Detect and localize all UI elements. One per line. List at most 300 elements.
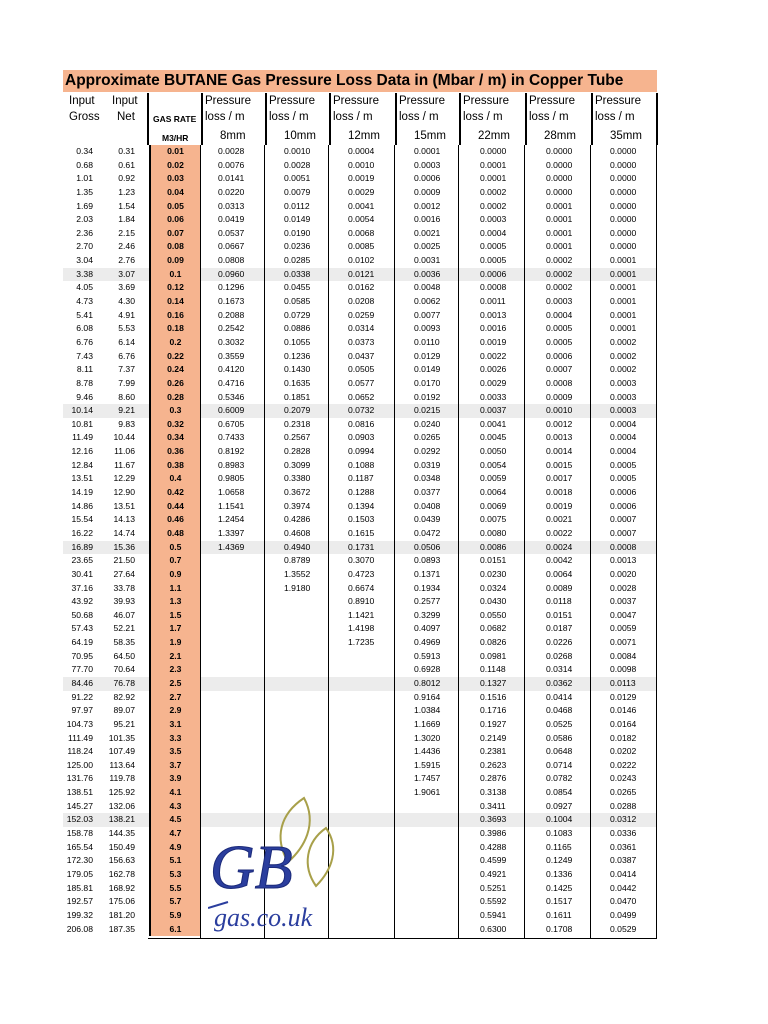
header-divider bbox=[525, 93, 527, 145]
table-row bbox=[63, 541, 657, 555]
cell-15mm: 1.9061 bbox=[414, 787, 441, 798]
cell-15mm: 0.0472 bbox=[414, 527, 441, 538]
cell-35mm: 0.0008 bbox=[610, 541, 637, 552]
cell-12mm: 0.4723 bbox=[348, 568, 375, 579]
cell-28mm: 0.0014 bbox=[546, 446, 573, 457]
cell-15mm: 0.4097 bbox=[414, 623, 441, 634]
cell-gas-rate: 0.5 bbox=[149, 541, 200, 555]
cell-input-net: 9.21 bbox=[118, 405, 135, 416]
cell-input-gross: 23.65 bbox=[71, 555, 93, 566]
cell-10mm: 0.2567 bbox=[284, 432, 311, 443]
cell-gas-rate: 3.1 bbox=[149, 718, 200, 732]
cell-35mm: 0.0005 bbox=[610, 473, 637, 484]
cell-22mm: 0.0013 bbox=[480, 309, 507, 320]
cell-35mm: 0.0059 bbox=[610, 623, 637, 634]
table-row bbox=[63, 459, 657, 473]
cell-28mm: 0.0001 bbox=[546, 200, 573, 211]
cell-22mm: 0.0430 bbox=[480, 596, 507, 607]
cell-28mm: 0.0004 bbox=[546, 309, 573, 320]
table-row bbox=[63, 582, 657, 596]
cell-28mm: 0.0022 bbox=[546, 527, 573, 538]
cell-input-net: 162.78 bbox=[108, 868, 135, 879]
cell-12mm: 0.0068 bbox=[348, 227, 375, 238]
header-pressure: Pressure bbox=[269, 95, 316, 107]
cell-input-net: 6.14 bbox=[118, 336, 135, 347]
cell-gas-rate: 2.1 bbox=[149, 650, 200, 664]
cell-35mm: 0.0002 bbox=[610, 350, 637, 361]
cell-input-net: 0.61 bbox=[118, 159, 135, 170]
cell-input-gross: 6.08 bbox=[76, 323, 93, 334]
cell-gas-rate: 0.48 bbox=[149, 527, 200, 541]
cell-15mm: 1.0384 bbox=[414, 705, 441, 716]
cell-input-net: 1.23 bbox=[118, 186, 135, 197]
cell-input-net: 46.07 bbox=[113, 609, 135, 620]
cell-28mm: 0.0013 bbox=[546, 432, 573, 443]
cell-input-gross: 16.22 bbox=[71, 527, 93, 538]
cell-28mm: 0.0000 bbox=[546, 186, 573, 197]
cell-28mm: 0.0000 bbox=[546, 159, 573, 170]
cell-22mm: 0.4599 bbox=[480, 855, 507, 866]
cell-input-net: 14.13 bbox=[113, 514, 135, 525]
table-row bbox=[63, 336, 657, 350]
cell-input-gross: 1.69 bbox=[76, 200, 93, 211]
cell-input-net: 138.21 bbox=[108, 814, 135, 825]
header-size: 12mm bbox=[348, 130, 380, 142]
cell-28mm: 0.0008 bbox=[546, 377, 573, 388]
cell-gas-rate: 0.09 bbox=[149, 254, 200, 268]
cell-8mm: 0.6705 bbox=[218, 418, 245, 429]
cell-input-gross: 3.38 bbox=[76, 268, 93, 279]
cell-28mm: 0.0854 bbox=[546, 787, 573, 798]
cell-input-gross: 16.89 bbox=[71, 541, 93, 552]
cell-input-net: 89.07 bbox=[113, 705, 135, 716]
cell-12mm: 1.1421 bbox=[348, 609, 375, 620]
table-row bbox=[63, 786, 657, 800]
cell-35mm: 0.0336 bbox=[610, 828, 637, 839]
cell-35mm: 0.0004 bbox=[610, 446, 637, 457]
cell-15mm: 0.0319 bbox=[414, 459, 441, 470]
cell-22mm: 0.4921 bbox=[480, 868, 507, 879]
cell-35mm: 0.0003 bbox=[610, 405, 637, 416]
header-loss-per-m: loss / m bbox=[463, 111, 503, 123]
cell-gas-rate: 0.1 bbox=[149, 268, 200, 282]
cell-28mm: 0.0010 bbox=[546, 405, 573, 416]
table-row bbox=[63, 281, 657, 295]
cell-28mm: 0.0001 bbox=[546, 241, 573, 252]
gb-gas-logo bbox=[208, 790, 354, 942]
cell-input-net: 0.92 bbox=[118, 173, 135, 184]
cell-gas-rate: 0.28 bbox=[149, 391, 200, 405]
cell-8mm: 0.5346 bbox=[218, 391, 245, 402]
cell-35mm: 0.0129 bbox=[610, 691, 637, 702]
cell-input-gross: 10.81 bbox=[71, 418, 93, 429]
cell-22mm: 0.0011 bbox=[480, 296, 506, 307]
cell-8mm: 0.8192 bbox=[218, 446, 245, 457]
table-row bbox=[63, 609, 657, 623]
cell-input-net: 4.91 bbox=[118, 309, 135, 320]
cell-22mm: 0.0002 bbox=[480, 186, 507, 197]
cell-gas-rate: 1.7 bbox=[149, 622, 200, 636]
cell-15mm: 0.0021 bbox=[414, 227, 441, 238]
table-row bbox=[63, 800, 657, 814]
cell-input-net: 11.67 bbox=[114, 459, 135, 470]
cell-28mm: 0.0001 bbox=[546, 214, 573, 225]
cell-28mm: 0.0002 bbox=[546, 268, 573, 279]
table-row bbox=[63, 622, 657, 636]
cell-35mm: 0.0000 bbox=[610, 173, 637, 184]
cell-gas-rate: 5.9 bbox=[149, 909, 200, 923]
cell-35mm: 0.0020 bbox=[610, 568, 637, 579]
cell-15mm: 0.0110 bbox=[414, 336, 440, 347]
cell-10mm: 1.9180 bbox=[284, 582, 311, 593]
table-row bbox=[63, 691, 657, 705]
cell-gas-rate: 0.03 bbox=[149, 172, 200, 186]
cell-28mm: 0.1249 bbox=[546, 855, 573, 866]
cell-gas-rate: 0.3 bbox=[149, 404, 200, 418]
cell-22mm: 0.1927 bbox=[480, 718, 507, 729]
cell-input-net: 14.74 bbox=[113, 527, 135, 538]
header-size: 35mm bbox=[610, 130, 642, 142]
cell-10mm: 0.0729 bbox=[284, 309, 311, 320]
header-loss-per-m: loss / m bbox=[595, 111, 635, 123]
cell-15mm: 0.0506 bbox=[414, 541, 441, 552]
cell-12mm: 0.0577 bbox=[348, 377, 375, 388]
table-row bbox=[63, 391, 657, 405]
cell-input-gross: 179.05 bbox=[66, 868, 93, 879]
cell-12mm: 0.0505 bbox=[348, 364, 375, 375]
cell-gas-rate: 0.05 bbox=[149, 200, 200, 214]
cell-8mm: 0.3559 bbox=[218, 350, 245, 361]
header-gas-rate bbox=[147, 93, 200, 145]
cell-28mm: 0.0064 bbox=[546, 568, 573, 579]
cell-input-gross: 0.68 bbox=[76, 159, 93, 170]
cell-gas-rate: 0.24 bbox=[149, 363, 200, 377]
header-size: 28mm bbox=[544, 130, 576, 142]
cell-gas-rate: 3.3 bbox=[149, 732, 200, 746]
cell-input-net: 3.07 bbox=[118, 268, 135, 279]
cell-12mm: 0.0041 bbox=[348, 200, 375, 211]
cell-35mm: 0.0000 bbox=[610, 241, 637, 252]
cell-15mm: 0.0031 bbox=[414, 255, 441, 266]
table-row bbox=[63, 527, 657, 541]
cell-8mm: 0.9805 bbox=[218, 473, 245, 484]
cell-15mm: 0.8012 bbox=[414, 677, 441, 688]
table-row bbox=[63, 350, 657, 364]
cell-8mm: 0.0419 bbox=[218, 214, 245, 225]
cell-10mm: 1.3552 bbox=[284, 568, 311, 579]
cell-input-net: 1.84 bbox=[118, 214, 135, 225]
cell-input-net: 33.78 bbox=[113, 582, 135, 593]
cell-22mm: 0.0682 bbox=[480, 623, 507, 634]
cell-gas-rate: 0.04 bbox=[149, 186, 200, 200]
cell-input-net: 125.92 bbox=[108, 787, 135, 798]
cell-22mm: 0.0005 bbox=[480, 255, 507, 266]
cell-22mm: 0.0037 bbox=[480, 405, 507, 416]
table-row bbox=[63, 172, 657, 186]
cell-12mm: 0.1615 bbox=[348, 527, 375, 538]
cell-input-gross: 2.03 bbox=[76, 214, 93, 225]
cell-28mm: 0.0000 bbox=[546, 146, 573, 156]
table-row bbox=[63, 404, 657, 418]
cell-35mm: 0.0098 bbox=[610, 664, 637, 675]
cell-22mm: 0.0006 bbox=[480, 268, 507, 279]
cell-gas-rate: 1.3 bbox=[149, 595, 200, 609]
cell-12mm: 0.0652 bbox=[348, 391, 375, 402]
table-row bbox=[63, 650, 657, 664]
cell-input-net: 52.21 bbox=[113, 623, 135, 634]
cell-input-gross: 9.46 bbox=[76, 391, 93, 402]
header-size: 10mm bbox=[284, 130, 316, 142]
logo-text: GB bbox=[210, 834, 293, 902]
cell-28mm: 0.0002 bbox=[546, 282, 573, 293]
cell-input-net: 2.15 bbox=[118, 227, 135, 238]
column-divider bbox=[458, 145, 459, 939]
cell-gas-rate: 5.7 bbox=[149, 895, 200, 909]
header-divider bbox=[201, 93, 203, 145]
cell-35mm: 0.0007 bbox=[610, 514, 637, 525]
cell-gas-rate: 0.16 bbox=[149, 309, 200, 323]
cell-28mm: 0.0782 bbox=[546, 773, 573, 784]
cell-input-gross: 206.08 bbox=[66, 923, 93, 934]
cell-35mm: 0.0000 bbox=[610, 186, 637, 197]
cell-input-net: 1.54 bbox=[118, 200, 135, 211]
cell-gas-rate: 0.32 bbox=[149, 418, 200, 432]
cell-35mm: 0.0002 bbox=[610, 336, 637, 347]
cell-input-net: 119.78 bbox=[109, 773, 135, 784]
cell-35mm: 0.0028 bbox=[610, 582, 637, 593]
cell-10mm: 0.0285 bbox=[284, 255, 311, 266]
cell-input-net: 76.78 bbox=[113, 677, 135, 688]
cell-input-net: 3.69 bbox=[118, 282, 135, 293]
cell-input-gross: 104.73 bbox=[66, 718, 93, 729]
cell-8mm: 0.7433 bbox=[218, 432, 245, 443]
header-pressure: Pressure bbox=[595, 95, 642, 107]
cell-input-net: 101.35 bbox=[108, 732, 135, 743]
cell-35mm: 0.0288 bbox=[610, 800, 637, 811]
table-row bbox=[63, 431, 657, 445]
cell-35mm: 0.0002 bbox=[610, 364, 637, 375]
cell-input-net: 181.20 bbox=[108, 909, 135, 920]
cell-8mm: 0.0667 bbox=[218, 241, 245, 252]
cell-22mm: 0.0002 bbox=[480, 200, 507, 211]
table-row bbox=[63, 309, 657, 323]
cell-10mm: 0.2828 bbox=[284, 446, 311, 457]
cell-gas-rate: 4.5 bbox=[149, 813, 200, 827]
cell-22mm: 0.0064 bbox=[480, 487, 507, 498]
cell-8mm: 0.0808 bbox=[218, 255, 245, 266]
cell-input-gross: 3.04 bbox=[76, 255, 93, 266]
cell-28mm: 0.0000 bbox=[546, 173, 573, 184]
header-input-gross-2: Gross bbox=[69, 111, 100, 123]
cell-28mm: 0.0187 bbox=[546, 623, 573, 634]
cell-input-net: 113.64 bbox=[109, 759, 135, 770]
table-row bbox=[63, 445, 657, 459]
cell-22mm: 0.0022 bbox=[480, 350, 507, 361]
cell-10mm: 0.0112 bbox=[284, 200, 310, 211]
cell-input-gross: 152.03 bbox=[66, 814, 93, 825]
cell-8mm: 0.1296 bbox=[218, 282, 245, 293]
header-divider bbox=[329, 93, 331, 145]
cell-28mm: 0.0009 bbox=[546, 391, 573, 402]
cell-12mm: 0.0208 bbox=[348, 296, 375, 307]
cell-12mm: 0.0019 bbox=[348, 173, 375, 184]
cell-input-gross: 111.49 bbox=[67, 732, 93, 743]
cell-28mm: 0.0018 bbox=[546, 487, 573, 498]
header-loss-per-m: loss / m bbox=[205, 111, 245, 123]
cell-15mm: 0.0377 bbox=[414, 487, 441, 498]
cell-12mm: 0.0732 bbox=[348, 405, 375, 416]
header-pressure: Pressure bbox=[463, 95, 510, 107]
table-row bbox=[63, 895, 657, 909]
header-gas-rate-unit: M3/HR bbox=[162, 133, 189, 143]
cell-input-net: 8.60 bbox=[118, 391, 135, 402]
cell-input-net: 168.92 bbox=[108, 882, 135, 893]
cell-35mm: 0.0470 bbox=[610, 896, 637, 907]
cell-35mm: 0.0006 bbox=[610, 487, 637, 498]
cell-22mm: 0.0080 bbox=[480, 527, 507, 538]
table-row bbox=[63, 745, 657, 759]
cell-22mm: 0.0045 bbox=[480, 432, 507, 443]
cell-gas-rate: 0.4 bbox=[149, 472, 200, 486]
cell-15mm: 0.0240 bbox=[414, 418, 441, 429]
cell-gas-rate: 4.7 bbox=[149, 827, 200, 841]
cell-10mm: 0.0010 bbox=[284, 146, 311, 156]
cell-gas-rate: 6.1 bbox=[149, 923, 200, 937]
cell-28mm: 0.1425 bbox=[546, 882, 573, 893]
cell-12mm: 0.8910 bbox=[348, 596, 375, 607]
cell-gas-rate: 0.02 bbox=[149, 159, 200, 173]
cell-22mm: 0.5941 bbox=[480, 909, 507, 920]
cell-22mm: 0.0008 bbox=[480, 282, 507, 293]
cell-gas-rate: 3.9 bbox=[149, 772, 200, 786]
cell-35mm: 0.0182 bbox=[610, 732, 637, 743]
cell-input-gross: 30.41 bbox=[71, 568, 93, 579]
cell-gas-rate: 1.5 bbox=[149, 609, 200, 623]
column-divider bbox=[656, 145, 657, 939]
cell-12mm: 0.1187 bbox=[348, 473, 374, 484]
cell-35mm: 0.0001 bbox=[610, 323, 637, 334]
cell-15mm: 0.1371 bbox=[414, 568, 441, 579]
cell-input-net: 150.49 bbox=[108, 841, 135, 852]
cell-10mm: 0.1236 bbox=[284, 350, 311, 361]
cell-12mm: 0.0373 bbox=[348, 336, 375, 347]
header-pressure: Pressure bbox=[529, 95, 576, 107]
cell-28mm: 0.0003 bbox=[546, 296, 573, 307]
table-title: Approximate BUTANE Gas Pressure Loss Data in (Mbar / m) in Copper Tube bbox=[63, 70, 657, 92]
cell-input-gross: 165.54 bbox=[66, 841, 93, 852]
cell-35mm: 0.0005 bbox=[610, 459, 637, 470]
table-row bbox=[63, 377, 657, 391]
cell-12mm: 0.0010 bbox=[348, 159, 375, 170]
cell-28mm: 0.0927 bbox=[546, 800, 573, 811]
cell-28mm: 0.0005 bbox=[546, 323, 573, 334]
cell-gas-rate: 5.5 bbox=[149, 882, 200, 896]
cell-28mm: 0.0015 bbox=[546, 459, 573, 470]
cell-12mm: 1.7235 bbox=[348, 637, 375, 648]
cell-15mm: 0.0016 bbox=[414, 214, 441, 225]
cell-35mm: 0.0084 bbox=[610, 650, 637, 661]
cell-22mm: 0.3138 bbox=[480, 787, 507, 798]
cell-input-net: 4.30 bbox=[118, 296, 135, 307]
cell-35mm: 0.0387 bbox=[610, 855, 637, 866]
cell-8mm: 0.1673 bbox=[218, 296, 245, 307]
cell-10mm: 0.0236 bbox=[284, 241, 311, 252]
cell-8mm: 0.6009 bbox=[218, 405, 245, 416]
cell-22mm: 0.3986 bbox=[480, 828, 507, 839]
cell-8mm: 1.1541 bbox=[218, 500, 245, 511]
cell-15mm: 0.0408 bbox=[414, 500, 441, 511]
cell-input-gross: 145.27 bbox=[66, 800, 93, 811]
cell-gas-rate: 0.38 bbox=[149, 459, 200, 473]
column-divider bbox=[524, 145, 525, 939]
cell-15mm: 0.0003 bbox=[414, 159, 441, 170]
cell-22mm: 0.0086 bbox=[480, 541, 507, 552]
cell-input-net: 7.99 bbox=[118, 377, 135, 388]
cell-gas-rate: 0.26 bbox=[149, 377, 200, 391]
cell-12mm: 0.0121 bbox=[348, 268, 375, 279]
cell-28mm: 0.1165 bbox=[546, 841, 572, 852]
cell-input-gross: 172.30 bbox=[66, 855, 93, 866]
cell-gas-rate: 0.22 bbox=[149, 350, 200, 364]
header-loss-per-m: loss / m bbox=[529, 111, 569, 123]
cell-35mm: 0.0000 bbox=[610, 200, 637, 211]
cell-35mm: 0.0004 bbox=[610, 418, 637, 429]
cell-15mm: 0.5913 bbox=[414, 650, 441, 661]
cell-8mm: 0.0141 bbox=[218, 173, 245, 184]
cell-22mm: 0.2149 bbox=[480, 732, 507, 743]
table-row bbox=[63, 677, 657, 691]
cell-8mm: 0.0028 bbox=[218, 146, 245, 156]
table-row bbox=[63, 636, 657, 650]
cell-input-net: 64.50 bbox=[113, 650, 135, 661]
column-divider bbox=[394, 145, 395, 939]
cell-input-net: 132.06 bbox=[108, 800, 135, 811]
cell-28mm: 0.0012 bbox=[546, 418, 573, 429]
cell-35mm: 0.0312 bbox=[610, 814, 637, 825]
cell-10mm: 0.0028 bbox=[284, 159, 311, 170]
cell-12mm: 0.0029 bbox=[348, 186, 375, 197]
cell-gas-rate: 5.1 bbox=[149, 854, 200, 868]
cell-15mm: 0.1934 bbox=[414, 582, 441, 593]
table-row bbox=[63, 486, 657, 500]
cell-10mm: 0.1635 bbox=[284, 377, 311, 388]
cell-8mm: 0.4716 bbox=[218, 377, 245, 388]
cell-input-gross: 0.34 bbox=[76, 146, 93, 156]
cell-35mm: 0.0000 bbox=[610, 146, 637, 156]
cell-35mm: 0.0442 bbox=[610, 882, 637, 893]
cell-15mm: 0.0348 bbox=[414, 473, 441, 484]
cell-input-gross: 125.00 bbox=[66, 759, 93, 770]
table-row bbox=[63, 909, 657, 923]
cell-input-gross: 64.19 bbox=[71, 637, 93, 648]
cell-28mm: 0.1083 bbox=[546, 828, 573, 839]
cell-35mm: 0.0047 bbox=[610, 609, 637, 620]
header-input-net-1: Input bbox=[112, 95, 138, 107]
cell-10mm: 0.2079 bbox=[284, 405, 311, 416]
cell-35mm: 0.0037 bbox=[610, 596, 637, 607]
cell-28mm: 0.0314 bbox=[546, 664, 573, 675]
cell-28mm: 0.0414 bbox=[546, 691, 573, 702]
cell-22mm: 0.0001 bbox=[480, 159, 507, 170]
cell-input-net: 5.53 bbox=[118, 323, 135, 334]
cell-15mm: 0.9164 bbox=[414, 691, 441, 702]
cell-35mm: 0.0013 bbox=[610, 555, 637, 566]
cell-22mm: 0.2623 bbox=[480, 759, 507, 770]
cell-input-gross: 192.57 bbox=[66, 896, 93, 907]
cell-28mm: 0.1517 bbox=[546, 896, 573, 907]
header-loss-per-m: loss / m bbox=[399, 111, 439, 123]
cell-gas-rate: 0.06 bbox=[149, 213, 200, 227]
